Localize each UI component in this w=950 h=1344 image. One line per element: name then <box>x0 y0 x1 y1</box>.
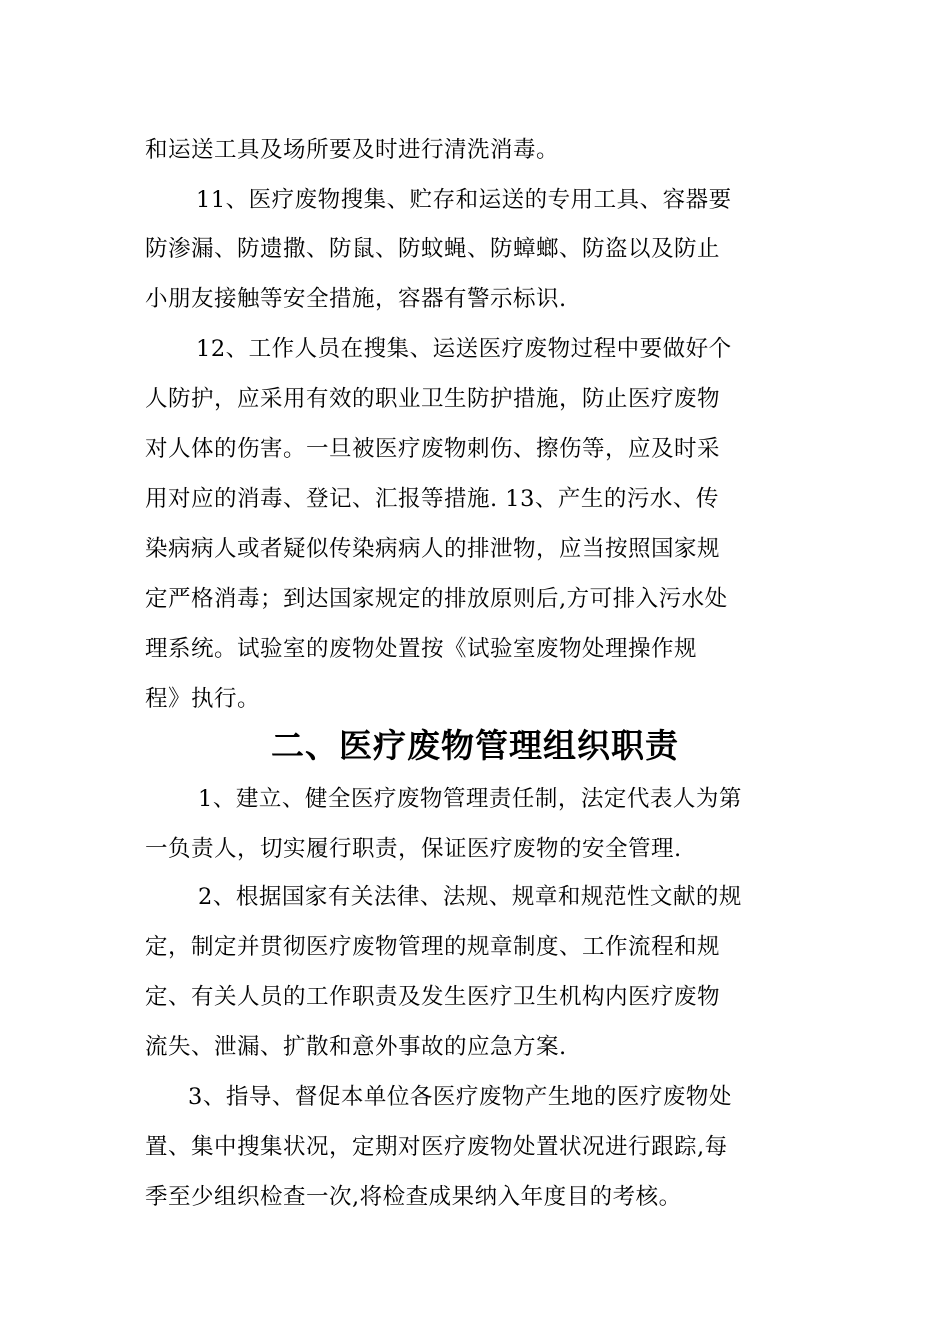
text-line: 季至少组织检查一次,将检查成果纳入年度目的考核。 <box>145 1184 682 1210</box>
text-line: 染病病人或者疑似传染病病人的排泄物，应当按照国家规 <box>145 536 721 562</box>
text-line: 和运送工具及场所要及时进行清洗消毒。 <box>145 137 560 163</box>
text-line: 定、有关人员的工作职责及发生医疗卫生机构内医疗废物 <box>145 984 721 1010</box>
text-line: 理系统。试验室的废物处置按《试验室废物处理操作规 <box>145 636 698 662</box>
text-line: 防渗漏、防遗撒、防鼠、防蚊蝇、防蟑螂、防盗以及防止 <box>145 236 721 262</box>
text-line: 2、根据国家有关法律、法规、规章和规范性文献的规 <box>198 884 742 910</box>
text-line: 人防护，应采用有效的职业卫生防护措施，防止医疗废物 <box>145 386 721 412</box>
text-line: 定，制定并贯彻医疗废物管理的规章制度、工作流程和规 <box>145 934 721 960</box>
text-line: 对人体的伤害。一旦被医疗废物刺伤、擦伤等，应及时采 <box>145 436 721 462</box>
text-line: 1、建立、健全医疗废物管理责任制，法定代表人为第 <box>198 786 742 812</box>
text-line: 11、医疗废物搜集、贮存和运送的专用工具、容器要 <box>196 187 732 213</box>
text-line: 3、指导、督促本单位各医疗废物产生地的医疗废物处 <box>188 1084 732 1110</box>
text-line: 流失、泄漏、扩散和意外事故的应急方案. <box>145 1034 567 1060</box>
text-line: 小朋友接触等安全措施，容器有警示标识. <box>145 286 567 312</box>
section-heading: 二、医疗废物管理组织职责 <box>271 726 679 765</box>
text-line: 程》执行。 <box>145 686 261 712</box>
text-line: 置、集中搜集状况，定期对医疗废物处置状况进行跟踪,每 <box>145 1134 728 1160</box>
text-line: 一负责人，切实履行职责，保证医疗废物的安全管理. <box>145 836 682 862</box>
text-line: 用对应的消毒、登记、汇报等措施. 13、产生的污水、传 <box>145 486 719 512</box>
text-line: 12、工作人员在搜集、运送医疗废物过程中要做好个 <box>196 336 732 362</box>
text-line: 定严格消毒；到达国家规定的排放原则后,方可排入污水处 <box>145 586 728 612</box>
